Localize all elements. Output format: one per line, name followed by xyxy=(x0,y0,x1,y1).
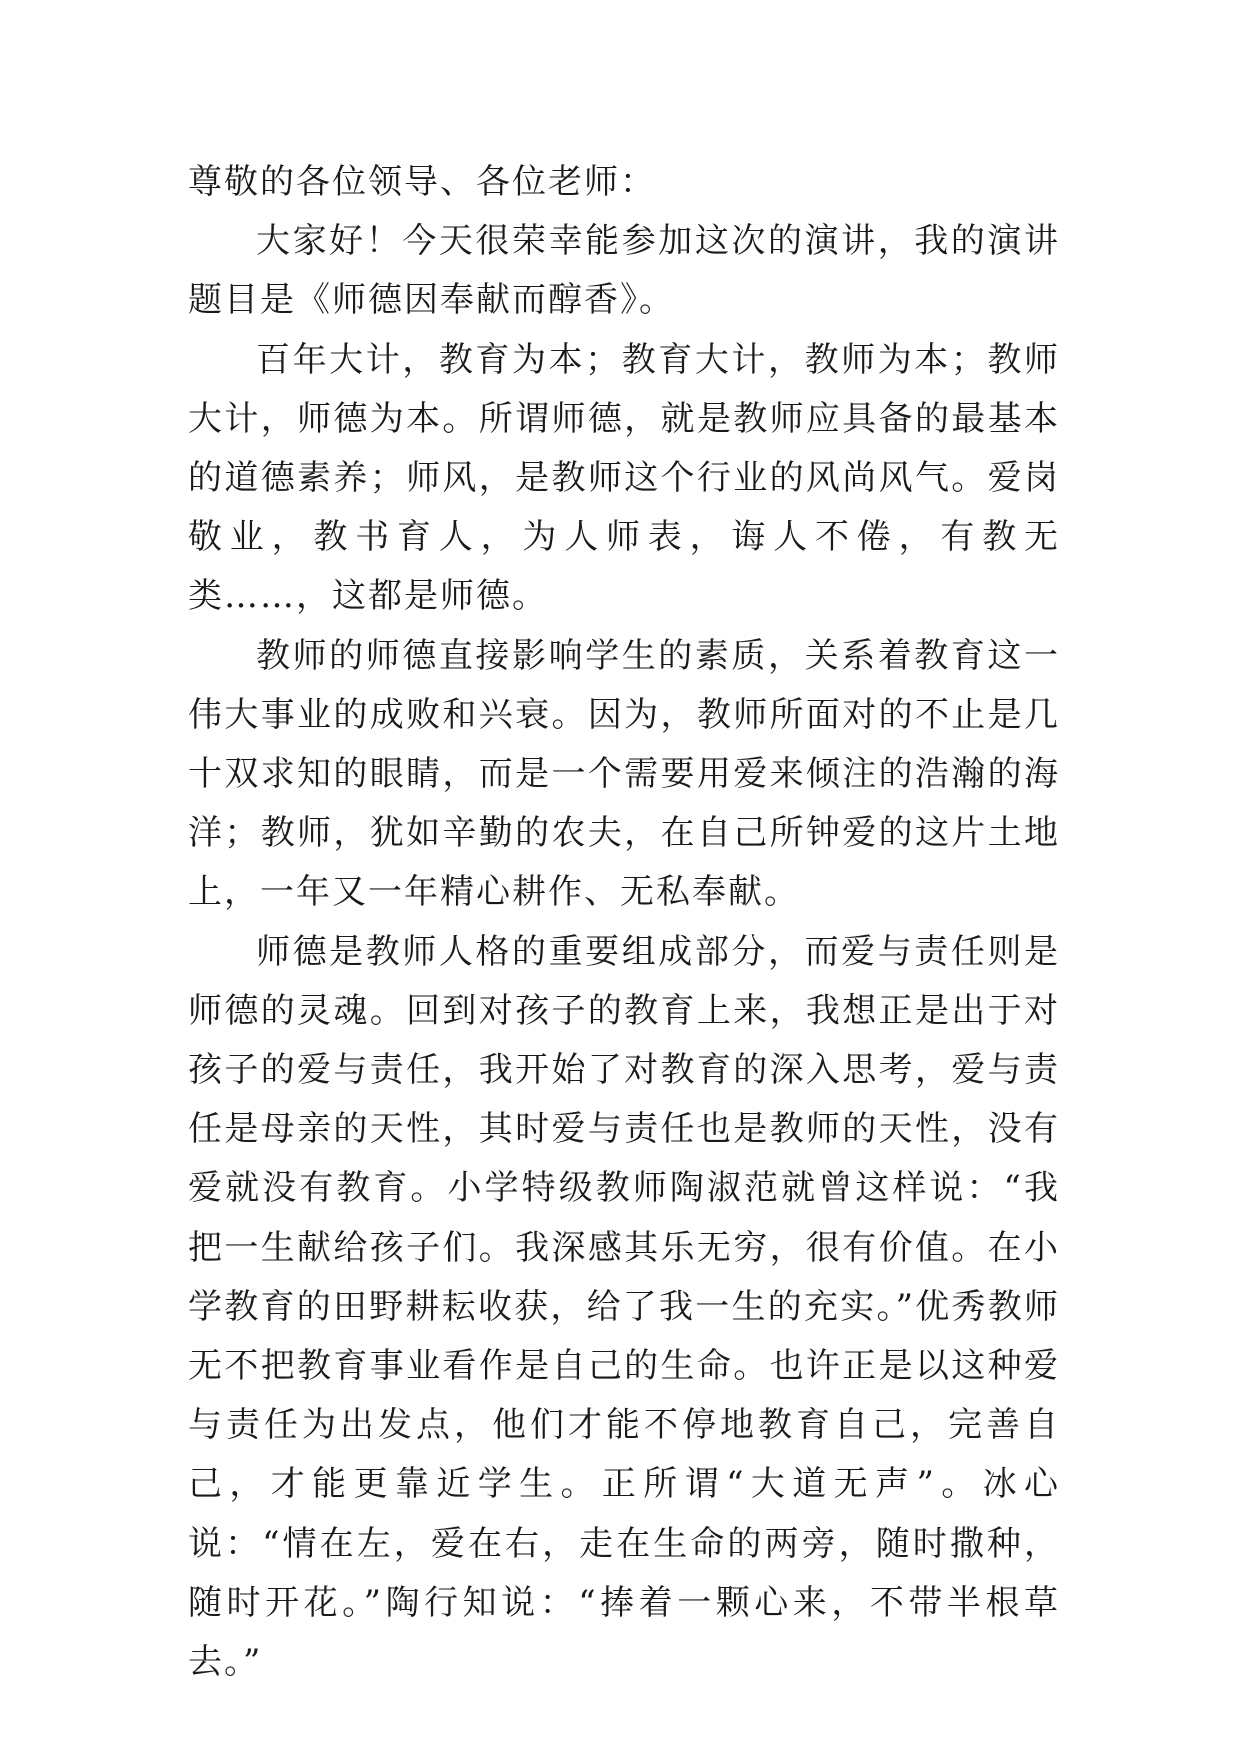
salutation: 尊敬的各位领导、各位老师： xyxy=(188,162,656,202)
paragraph-education-foundation: 百年大计，教育为本；教育大计，教师为本；教师大计，师德为本。所谓师德，就是教师应具备的最基本的道德素养；师风，是教师这个行业的风尚风气。爱岗敬业，教书育人，为人师表，诲人不倦，有教无类……，这都是师德。 xyxy=(188,339,1060,617)
paragraph-greeting: 大家好！今天很荣幸能参加这次的演讲，我的演讲题目是《师德因奉献而醇香》。 xyxy=(188,221,1060,321)
document-body xyxy=(188,153,1060,1692)
paragraph-love-and-responsibility: 师德是教师人格的重要组成部分，而爱与责任则是师德的灵魂。回到对孩子的教育上来，我想正是出于对孩子的爱与责任，我开始了对教育的深入思考，爱与责任是母亲的天性，其时爱与责任也是教师的天性，没有爱就没有教育。小学特级教师陶淑范就曾这样说：“我把一生献给孩子们。我深感其乐无穷，很有价值。在小学教育的田野耕耘收获，给了我一生的充实。”优秀教师无不把教育事业看作是自己的生命。也许正是以这种爱与责任为出发点，他们才能不停地教育自己，完善自己，才能更靠近学生。正所谓“大道无声”。冰心说：“情在左，爱在右，走在生命的两旁，随时撒种，随时开花。”陶行知说：“捧着一颗心来，不带半根草去。” xyxy=(188,931,1060,1683)
paragraph-teacher-influence: 教师的师德直接影响学生的素质，关系着教育这一伟大事业的成败和兴衰。因为，教师所面对的不止是几十双求知的眼睛，而是一个需要用爱来倾注的浩瀚的海洋；教师，犹如辛勤的农夫，在自己所钟爱的这片土地上，一年又一年精心耕作、无私奉献。 xyxy=(188,635,1060,913)
